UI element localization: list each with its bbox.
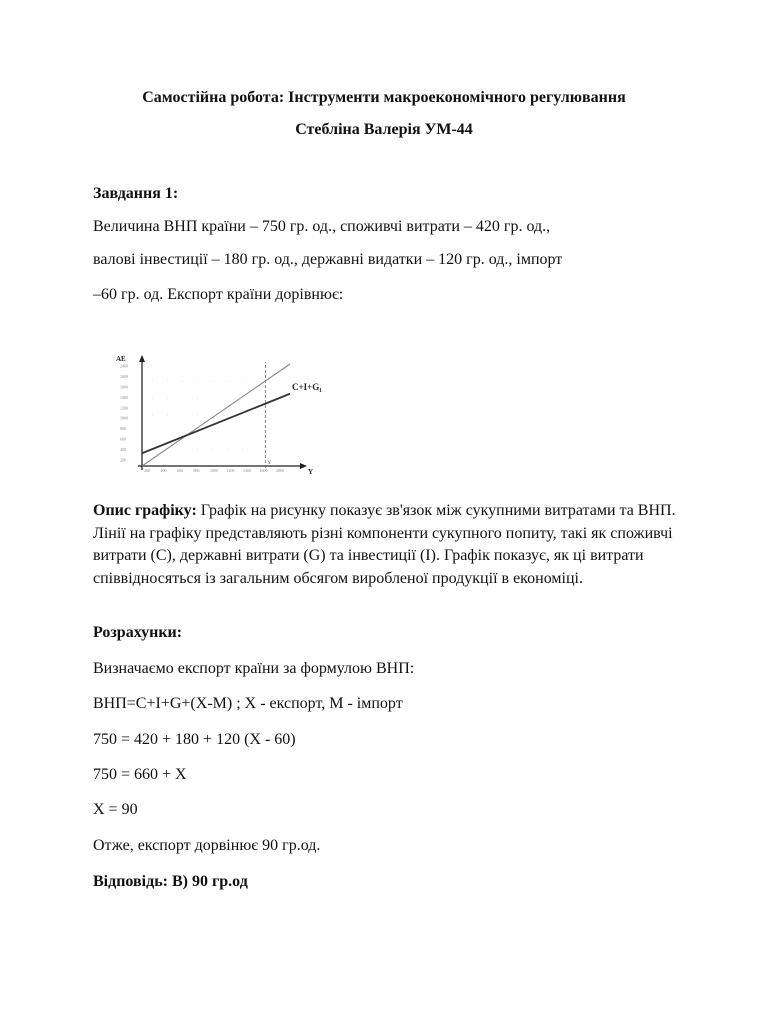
y-tick-label: 400 bbox=[120, 447, 126, 453]
task-heading: Завдання 1: bbox=[93, 185, 179, 202]
y-tick-label: 800 bbox=[120, 426, 126, 432]
y-tick-label: 600 bbox=[120, 436, 126, 442]
ae-chart bbox=[112, 352, 348, 476]
document-title: Самостійна робота: Інструменти макроекономічного регулювання bbox=[142, 89, 626, 106]
vertical-marker-label: Y bbox=[267, 461, 271, 466]
y-tick-label: 2000 bbox=[120, 373, 128, 379]
y-tick-label: 1600 bbox=[120, 384, 128, 390]
y-tick-label: 1000 bbox=[120, 415, 128, 421]
calc-line: X = 90 bbox=[93, 801, 138, 818]
line-c-i-g bbox=[142, 394, 290, 454]
x-tick-label: 1000 bbox=[210, 468, 218, 473]
y-tick-label: 2400 bbox=[120, 363, 128, 369]
x-tick-label: 400 bbox=[160, 468, 167, 473]
description-text: Графік на рисунку показує зв'язок між сукупними витратами та ВНП. Лінії на графіку представляють різні компоненти сукупного попиту, такі як споживчі витрати (С), державні витрати (G) та інвестиції (I). Графік показує, як ці витрати співвідносяться із загальним обсягом виробленої продукції в економіці. bbox=[93, 502, 676, 587]
chart-series bbox=[142, 362, 290, 468]
y-axis-arrow bbox=[139, 355, 145, 362]
calc-line: 750 = 660 + X bbox=[93, 766, 187, 783]
x-tick-label: 1600 bbox=[259, 468, 268, 473]
task-line: Величина ВНП країни – 750 гр. од., споживчі витрати – 420 гр. од., bbox=[93, 218, 551, 235]
task-line: валові інвестиції – 180 гр. од., державні видатки – 120 гр. од., імпорт bbox=[93, 251, 563, 268]
calc-line: ВНП=C+I+G+(X-M) ; X - експорт, M - імпорт bbox=[93, 695, 403, 712]
task-line: –60 гр. од. Експорт країни дорівнює: bbox=[93, 286, 344, 303]
calculations-heading: Розрахунки: bbox=[93, 624, 183, 641]
x-tick-label: 1400 bbox=[243, 468, 251, 473]
x-tick-label: 600 bbox=[177, 468, 183, 473]
line-45-degree bbox=[142, 364, 290, 466]
calc-line: Отже, експорт дорвінює 90 гр.од. bbox=[93, 837, 321, 854]
calc-line: Визначаємо експорт країни за формулою ВНП: bbox=[93, 660, 415, 677]
y-ticks bbox=[120, 364, 128, 463]
y-tick-label: 1400 bbox=[120, 394, 128, 400]
document-author: Стебліна Валерія УМ-44 bbox=[295, 121, 473, 138]
y-tick-label: 1200 bbox=[120, 405, 128, 411]
series-label-cig: C+I+G₁ bbox=[292, 381, 322, 392]
x-tick-label: 800 bbox=[193, 468, 200, 473]
chart-description bbox=[93, 500, 693, 590]
x-tick-label: 200 bbox=[144, 468, 150, 473]
y-axis-label: AE bbox=[116, 355, 126, 363]
x-axis-arrow bbox=[300, 463, 307, 469]
calc-line: 750 = 420 + 180 + 120 (X - 60) bbox=[93, 731, 296, 748]
x-ticks bbox=[144, 468, 284, 473]
x-tick-label: 2000 bbox=[276, 468, 284, 473]
description-label: Опис графіку: bbox=[93, 502, 197, 519]
answer: Відповідь: В) 90 гр.од bbox=[93, 873, 248, 890]
chart-grid bbox=[152, 381, 262, 449]
x-tick-label: 1200 bbox=[226, 468, 235, 473]
y-tick-label: 200 bbox=[120, 457, 126, 463]
x-axis-label: Y bbox=[308, 468, 314, 476]
